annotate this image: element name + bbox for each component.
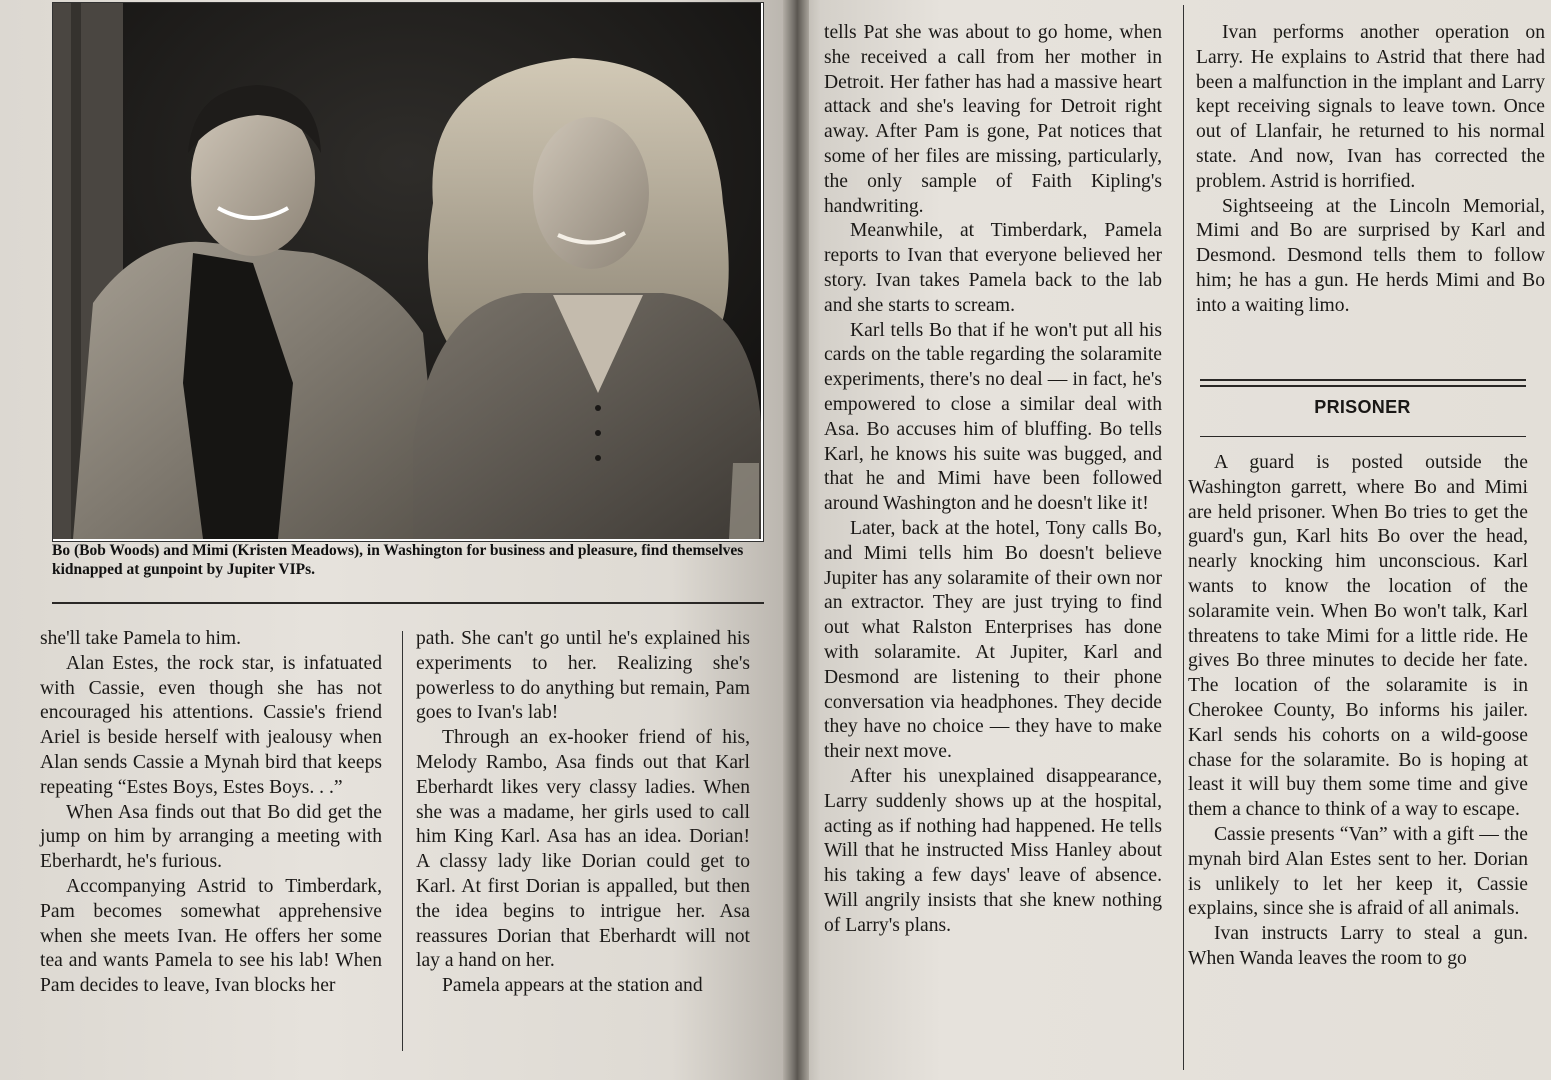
left-column-1 [40,627,382,999]
right-column-2-bottom [1188,451,1528,972]
right-column-2-top [1196,21,1545,319]
section-rule-bottom [1200,436,1526,437]
section-heading: PRISONER [1314,397,1411,417]
caption-rule [52,602,764,604]
page-gutter [783,0,809,1080]
section-rule-top [1200,379,1526,381]
right-column-1 [824,21,1162,938]
paragraph: path. She can't go until he's explained his experiments to her. Realizing she's powerless to do anything but remain, Pam goes to Ivan's lab! [416,628,750,724]
column-divider [402,631,403,1051]
paragraph: Sightseeing at the Lincoln Memorial, Mimi and Bo are surprised by Karl and Desmond. Desmond tells them to follow him; he has a gun. He herds Mimi and Bo into a waiting limo. [1196,195,1545,316]
couple-photo-image [53,3,761,539]
paragraph: she'll take Pamela to him. [40,628,242,649]
section-rule-top-2 [1200,385,1526,387]
paragraph: tells Pat she was about to go home, when she received a call from her mother in Detroit. Her father has had a massive heart attack and she's leaving for Detroit right away. After Pam is gone, Pat notices that some of her files are missing, particularly, the only sample of Faith Kipling's handwriting. [824,22,1162,217]
paragraph: Meanwhile, at Timberdark, Pamela reports to Ivan that everyone believed her story. Ivan takes Pamela back to the lab and she starts to scream. [824,220,1162,316]
photo-caption: Bo (Bob Woods) and Mimi (Kristen Meadows), in Washington for business and pleasure, find themselves kidnapped at gunpoint by Jupiter VIPs. [52,542,744,578]
paragraph: After his unexplained disappearance, Larry suddenly shows up at the hospital, acting as if nothing had happened. He tells Will that he instructed Miss Hanley about his taking a few days' leave of absence. Will angrily insists that she knew nothing of Larry's plans. [824,765,1162,936]
paragraph: Alan Estes, the rock star, is infatuated with Cassie, even though she has not encouraged his attentions. Cassie's friend Ariel is beside herself with jealousy when Alan sends Cassie a Mynah bird that keeps repeating “Estes Boys, Estes Boys. . .” [40,652,382,798]
paragraph: Pamela appears at the station and [442,975,703,997]
paragraph: Cassie presents “Van” with a gift — the mynah bird Alan Estes sent to her. Dorian is unlikely to let her keep it, Cassie explains, since she is afraid of all animals. [1188,823,1528,920]
paragraph: Ivan instructs Larry to steal a gun. When Wanda leaves the room to go [1188,923,1528,969]
left-column-2 [416,627,750,999]
column-divider [1183,5,1184,1070]
paragraph: Accompanying Astrid to Timberdark, Pam becomes somewhat apprehensive when she meets Ivan. He offers her some tea and wants Pamela to see his lab! When Pam decides to leave, Ivan blocks her [40,875,382,997]
paragraph: Later, back at the hotel, Tony calls Bo, and Mimi tells him Bo doesn't believe Jupiter has any solaramite of their own nor an extractor. They are just trying to find out what Ralston Enterprises has done with solaramite. At Jupiter, Karl and Desmond are listening to their phone conversation via headphones. They decide they have no choice — they have to make their next move. [824,517,1162,763]
paragraph: A guard is posted outside the Washington garrett, where Bo and Mimi are held prisoner. When Bo tries to get the guard's gun, Karl hits Bo over the head, nearly knocking him unconscious. Karl wants to know the location of the solaramite vein. When Bo won't talk, Karl threatens to take Mimi for a little ride. He gives Bo three minutes to decide her fate. The location of the solaramite is in Cherokee County, Bo informs his jailer. Karl sends his cohorts on a wild-goose chase for the solaramite. Bo is hoping at least it will buy them some time and give them a chance to think of a way to escape. [1188,452,1528,821]
paragraph: Through an ex-hooker friend of his, Melody Rambo, Asa finds out that Karl Eberhardt likes very classy ladies. When she was a madame, her girls used to call him King Karl. Asa has an idea. Dorian! A classy lady like Dorian could get to Karl. At first Dorian is appalled, but then the idea begins to intrigue her. Asa reassures Dorian that Eberhardt will not lay a hand on her. [416,727,750,972]
photo [52,2,764,542]
paragraph: Karl tells Bo that if he won't put all his cards on the table regarding the solaramite experiments, there's no deal — in fact, he's empowered to close a similar deal with Asa. Bo accuses him of bluffing. Bo tells Karl, he knows his suite was bugged, and that he and Mimi have been followed around Washington and he doesn't like it! [824,319,1162,515]
paragraph: Ivan performs another operation on Larry. He explains to Astrid that there had been a malfunction in the implant and Larry kept receiving signals to leave town. Once out of Llanfair, he returned to his normal state. And now, Ivan has corrected the problem. Astrid is horrified. [1196,22,1545,192]
paragraph: When Asa finds out that Bo did get the jump on him by arranging a meeting with Eberhardt, he's furious. [40,801,382,873]
